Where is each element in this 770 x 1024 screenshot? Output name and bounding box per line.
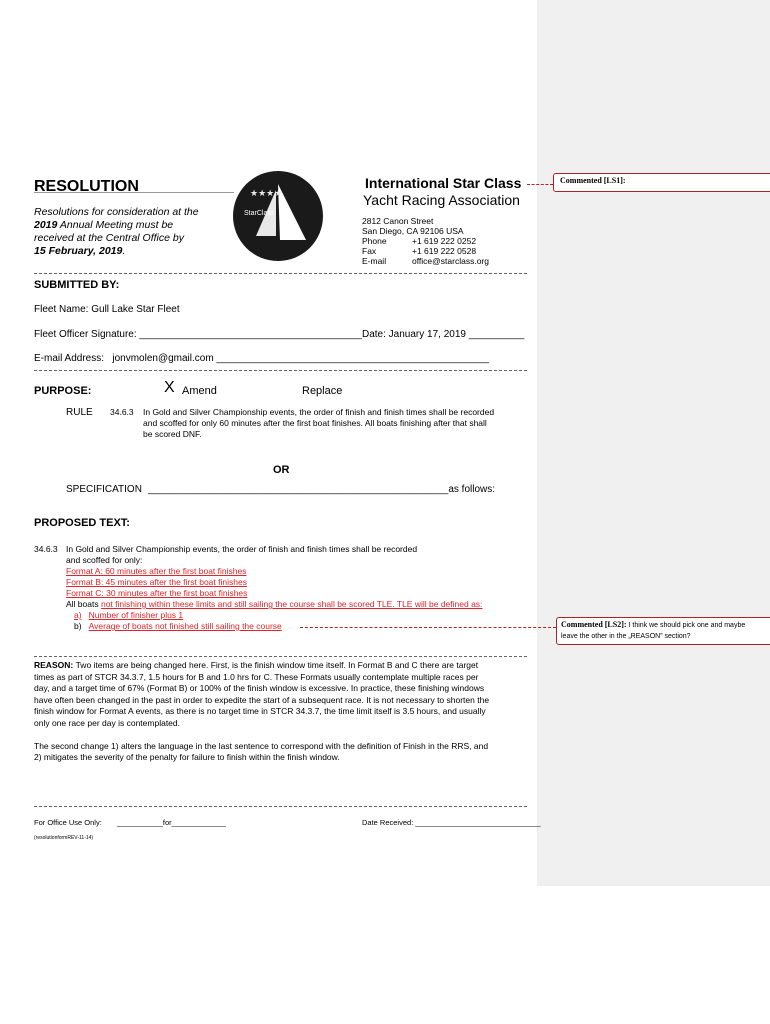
submitted-heading: SUBMITTED BY: — [34, 279, 120, 291]
rule-label: RULE — [66, 407, 93, 418]
purpose-heading: PURPOSE: — [34, 385, 92, 397]
org-address: 2812 Canon Street San Diego, CA 92106 USA Phone +1 619 222 0252 Fax +1 619 222 0528 E-mail office@starclass.org — [362, 216, 489, 266]
org-sub: Yacht Racing Association — [363, 192, 520, 208]
proposed-text: In Gold and Silver Championship events, the order of finish and finish times shall be recorded and scoffed for only: Format A: 60 minutes after the first boat finishes Format B: 45 minutes after the first boat finishes Format C: 30 minutes after the first boat finishes All boats not finishing within these limits and still sailing the course shall be scored TLE. TLE will be defined as: a) Number of finisher plus 1 b) Average of boats not finished still sailing the course — [66, 544, 483, 631]
comments-margin-pane — [537, 0, 770, 886]
rule-number: 34.6.3 — [110, 407, 134, 417]
starclass-logo — [232, 170, 324, 262]
divider — [34, 273, 527, 274]
resolution-title: RESOLUTION — [34, 178, 139, 195]
logo-text: StarClass — [244, 210, 275, 217]
format-c: Format C: 30 minutes after the first boat finishes — [66, 588, 248, 598]
specification-line: ______________________________________________________as follows: — [148, 484, 496, 495]
org-name: International Star Class — [365, 175, 522, 191]
divider — [34, 656, 527, 657]
rule-text: In Gold and Silver Championship events, the order of finish and finish times shall be recorded and scoffed for only 60 minutes after the first boat finishes. All boats finishing after that shall be scored DNF. — [143, 407, 495, 439]
comment-anchor-line — [300, 627, 556, 628]
date-received: Date Received: ______________________________ — [362, 818, 541, 827]
submit-date: Date: January 17, 2019 __________ — [362, 329, 525, 340]
or-label: OR — [273, 464, 290, 476]
comment-ls1[interactable]: Commented [LS1]: — [553, 173, 770, 192]
fleet-name: Fleet Name: Gull Lake Star Fleet — [34, 304, 180, 315]
divider — [34, 370, 527, 371]
proposed-number: 34.6.3 — [34, 544, 58, 554]
email-row: E-mail Address: jonvmolen@gmail.com _________________________________________________ — [34, 353, 489, 364]
office-use-line: ___________for_____________ — [117, 818, 226, 827]
reason-text: REASON: Two items are being changed here. First, is the finish window time itself. In Format B and C there are target times as part of STCR 34.3.7, 1.5 hours for B and 1.0 hrs for C. These Formats usually contemplate multiple races per day, and a target time of 67% (Format B) or 100% of the finish window is excessive. In practice, these finishing windows have often been changed in the past in order to expedite the start of a subsequent race. It is not necessary to shorten the finish window for Format A events, as there is no target time in STCR 34.3.7, the time limit itself is 3.5 hours, and usually only one race per day is contemplated. The second change 1) alters the language in the last sentence to correspond with the definition of Finish in the RRS, and 2) mitigates the severity of the penalty for failure to finish within the finish window. — [34, 660, 490, 763]
title-rule — [34, 192, 234, 193]
divider — [34, 806, 527, 807]
officer-signature: Fleet Officer Signature: ________________________________________ — [34, 329, 362, 340]
svg-text:★★★★: ★★★★ — [250, 189, 283, 199]
comment-anchor-line — [527, 184, 553, 185]
amend-label: Amend — [182, 385, 217, 397]
amend-check-mark: X — [164, 379, 175, 396]
office-use-label: For Office Use Only: — [34, 818, 102, 827]
comment-ls2[interactable]: Commented [LS2]: I think we should pick one and maybe leave the other in the „REASON” section? — [556, 617, 770, 645]
format-b: Format B: 45 minutes after the first boat finishes — [66, 577, 247, 587]
format-a: Format A: 60 minutes after the first boat finishes — [66, 566, 247, 576]
form-id: (resolutionformREV-11-14) — [34, 835, 94, 841]
intro-text: Resolutions for consideration at the 2019 Annual Meeting must be received at the Central Office by 15 February, 2019. — [34, 206, 199, 257]
proposed-heading: PROPOSED TEXT: — [34, 517, 130, 529]
replace-label: Replace — [302, 385, 343, 397]
specification-label: SPECIFICATION — [66, 484, 142, 495]
